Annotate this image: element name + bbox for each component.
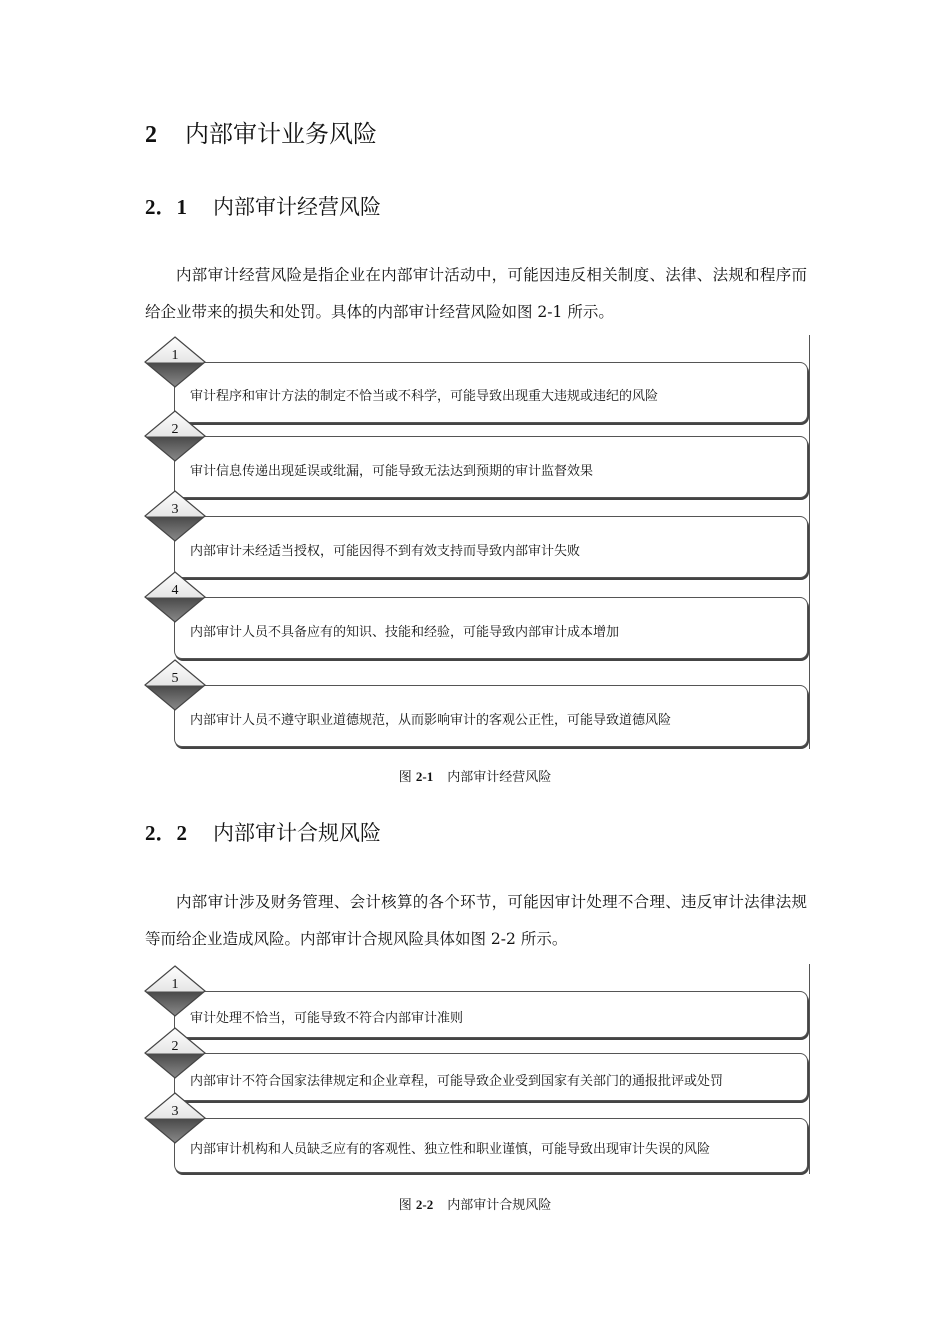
item-box [174,597,808,659]
item-text: 内部审计不符合国家法律规定和企业章程，可能导致企业受到国家有关部门的通报批评或处罚 [190,1073,724,1089]
list-item [142,1039,810,1101]
item-box [174,516,808,578]
item-number: 4 [171,583,179,598]
section-number: 2 [145,122,157,148]
figure-caption-1 [0,766,950,785]
item-number: 2 [171,422,179,437]
figure-caption-2 [0,1194,950,1213]
caption-prefix: 图 [398,770,412,785]
list-item [142,583,810,659]
item-text: 审计处理不恰当，可能导致不符合内部审计准则 [190,1011,464,1026]
diamond-marker [142,1026,208,1080]
item-box [174,685,808,747]
item-number: 1 [171,348,179,363]
diamond-marker [142,489,208,543]
section-title: 内部审计业务风险 [185,120,377,148]
item-text: 审计程序和审计方法的制定不恰当或不科学，可能导致出现重大违规或违纪的风险 [190,389,659,404]
item-text: 审计信息传递出现延误或纰漏，可能导致无法达到预期的审计监督效果 [190,463,594,479]
subsection-heading-2 [145,816,381,850]
caption-title: 内部审计经营风险 [447,770,552,785]
item-box [174,1118,808,1173]
subsection-number: 2．1 [145,195,187,219]
list-item [142,422,810,498]
subsection-number: 2．2 [145,821,187,845]
item-number: 1 [171,977,179,992]
list-item [142,977,810,1038]
diamond-marker [142,1091,208,1145]
item-number: 2 [171,1039,179,1054]
paragraph-compliance-risk: 内部审计涉及财务管理、会计核算的各个环节，可能因审计处理不合理、违反审计法律法规等而给企业造成风险。内部审计合规风险具体如图 2-2 所示。 [145,893,807,948]
item-text: 内部审计人员不遵守职业道德规范，从而影响审计的客观公正性，可能导致道德风险 [190,712,672,728]
figure-operating-risk [142,335,810,749]
diamond-marker [142,335,208,389]
section-heading [145,114,377,155]
list-item [142,1104,810,1173]
caption-number: 2-1 [415,769,434,784]
caption-title: 内部审计合规风险 [447,1198,552,1213]
caption-number: 2-2 [415,1197,434,1212]
subsection-title: 内部审计经营风险 [213,195,381,219]
item-number: 3 [171,502,179,517]
diamond-marker [142,570,208,624]
list-item [142,348,810,423]
diamond-marker [142,409,208,463]
item-text: 内部审计人员不具备应有的知识、技能和经验，可能导致内部审计成本增加 [190,624,620,640]
item-number: 5 [171,671,179,686]
item-box [174,1053,808,1101]
figure-compliance-risk [142,964,810,1174]
caption-prefix: 图 [398,1198,412,1213]
diamond-marker [142,964,208,1018]
item-box [174,991,808,1038]
paragraph-operating-risk: 内部审计经营风险是指企业在内部审计活动中，可能因违反相关制度、法律、法规和程序而给企业带来的损失和处罚。具体的内部审计经营风险如图 2-1 所示。 [145,266,807,321]
item-box [174,362,808,423]
list-item [142,502,810,578]
diamond-marker [142,658,208,712]
item-number: 3 [171,1104,179,1119]
item-text: 内部审计机构和人员缺乏应有的客观性、独立性和职业谨慎，可能导致出现审计失误的风险 [190,1142,711,1157]
subsection-heading-1 [145,190,381,224]
subsection-title: 内部审计合规风险 [213,821,381,845]
list-item [142,671,810,747]
item-text: 内部审计未经适当授权，可能因得不到有效支持而导致内部审计失败 [190,543,581,559]
item-box [174,436,808,498]
